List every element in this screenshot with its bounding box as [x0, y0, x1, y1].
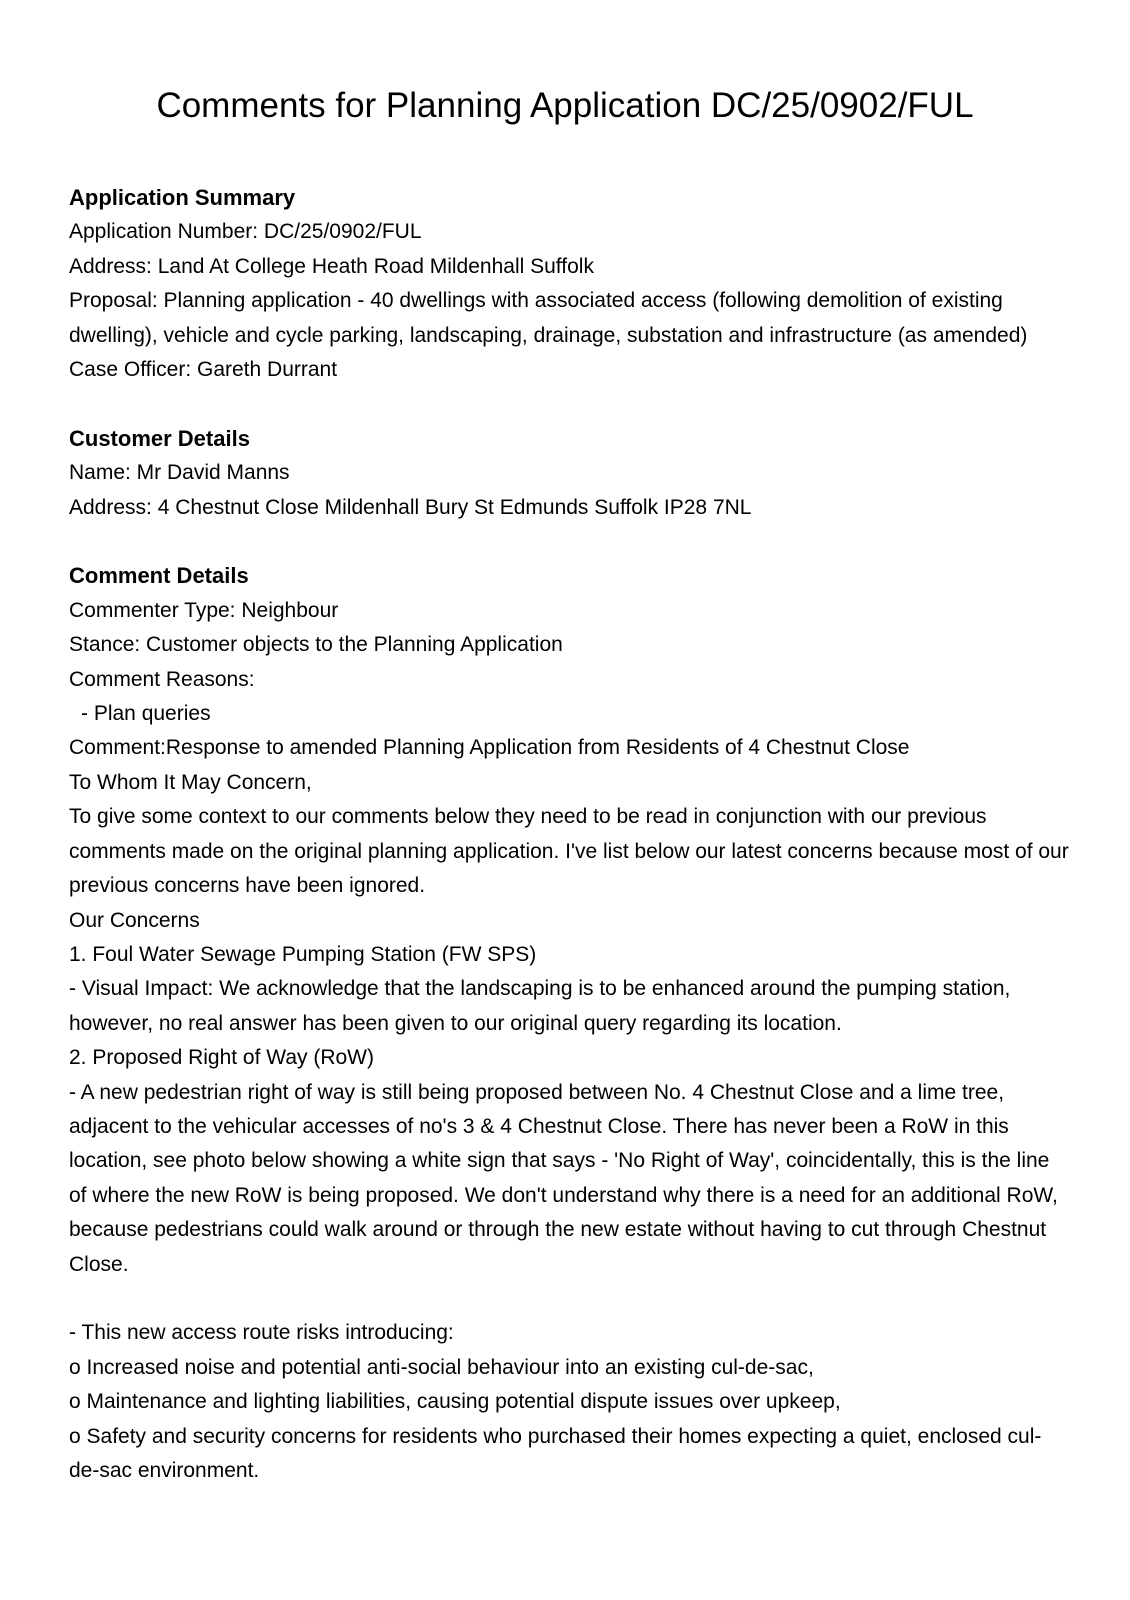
- application-summary-section: [69, 181, 1069, 387]
- comment-reasons-label: Comment Reasons:: [69, 667, 255, 691]
- concern-1-title: 1. Foul Water Sewage Pumping Station (FW SPS): [69, 942, 537, 966]
- comment-details-section: [69, 559, 1075, 1488]
- application-summary-heading: Application Summary: [69, 185, 296, 210]
- paragraph-gap: [69, 1282, 1069, 1316]
- concern-2-title: 2. Proposed Right of Way (RoW): [69, 1046, 374, 1070]
- concern-2-text: - A new pedestrian right of way is still being proposed between No. 4 Chestnut Close and a lime tree, adjacent to the vehicular accesses of no's 3 & 4 Chestnut Close. There has never been a RoW in this location, see photo below showing a white sign that says - 'No Right of Way', coincidentally, this is the line of where the new RoW is being proposed. We don't understand why there is a need for an additional RoW, because pedestrians could walk around or through the new estate without having to cut through Chestnut Close.: [69, 1080, 1064, 1276]
- comment-reason-item: - Plan queries: [81, 702, 211, 726]
- risk-item: o Safety and security concerns for residents who purchased their homes expecting a quiet, enclosed cul-de-sac environment.: [69, 1424, 1042, 1482]
- salutation: To Whom It May Concern,: [69, 770, 312, 794]
- case-officer: Case Officer: Gareth Durrant: [69, 358, 338, 382]
- application-number: Application Number: DC/25/0902/FUL: [69, 220, 422, 244]
- customer-details-section: [69, 422, 1069, 525]
- page-title: Comments for Planning Application DC/25/0902/FUL: [156, 86, 974, 125]
- document-body: [69, 181, 1075, 1488]
- risk-item: o Increased noise and potential anti-social behaviour into an existing cul-de-sac,: [69, 1355, 814, 1379]
- concerns-heading: Our Concerns: [69, 908, 200, 932]
- commenter-type: Commenter Type: Neighbour: [69, 598, 339, 622]
- customer-details-heading: Customer Details: [69, 425, 250, 451]
- proposal: Proposal: Planning application - 40 dwellings with associated access (following demolition of existing dwelling), vehicle and cycle parking, landscaping, drainage, substation and infrastructure (as amended): [69, 289, 1028, 347]
- stance: Stance: Customer objects to the Planning Application: [69, 633, 563, 657]
- site-address: Address: Land At College Heath Road Mildenhall Suffolk: [69, 254, 594, 278]
- comment-intro: Comment:Response to amended Planning Application from Residents of 4 Chestnut Close: [69, 736, 910, 760]
- section-gap: [69, 387, 1069, 421]
- section-gap: [69, 525, 1069, 559]
- customer-address: Address: 4 Chestnut Close Mildenhall Bury St Edmunds Suffolk IP28 7NL: [69, 495, 752, 519]
- context-paragraph: To give some context to our comments below they need to be read in conjunction with our previous comments made on the original planning application. I've list below our latest concerns because most of our previous concerns have been ignored.: [69, 805, 1075, 898]
- risks-intro: - This new access route risks introducing:: [69, 1321, 454, 1345]
- risk-item: o Maintenance and lighting liabilities, causing potential dispute issues over upkeep,: [69, 1390, 841, 1414]
- customer-name: Name: Mr David Manns: [69, 461, 290, 485]
- comment-details-heading: Comment Details: [69, 563, 249, 589]
- concern-1-text: - Visual Impact: We acknowledge that the landscaping is to be enhanced around the pumping station, however, no real answer has been given to our original query regarding its location.: [69, 977, 1017, 1035]
